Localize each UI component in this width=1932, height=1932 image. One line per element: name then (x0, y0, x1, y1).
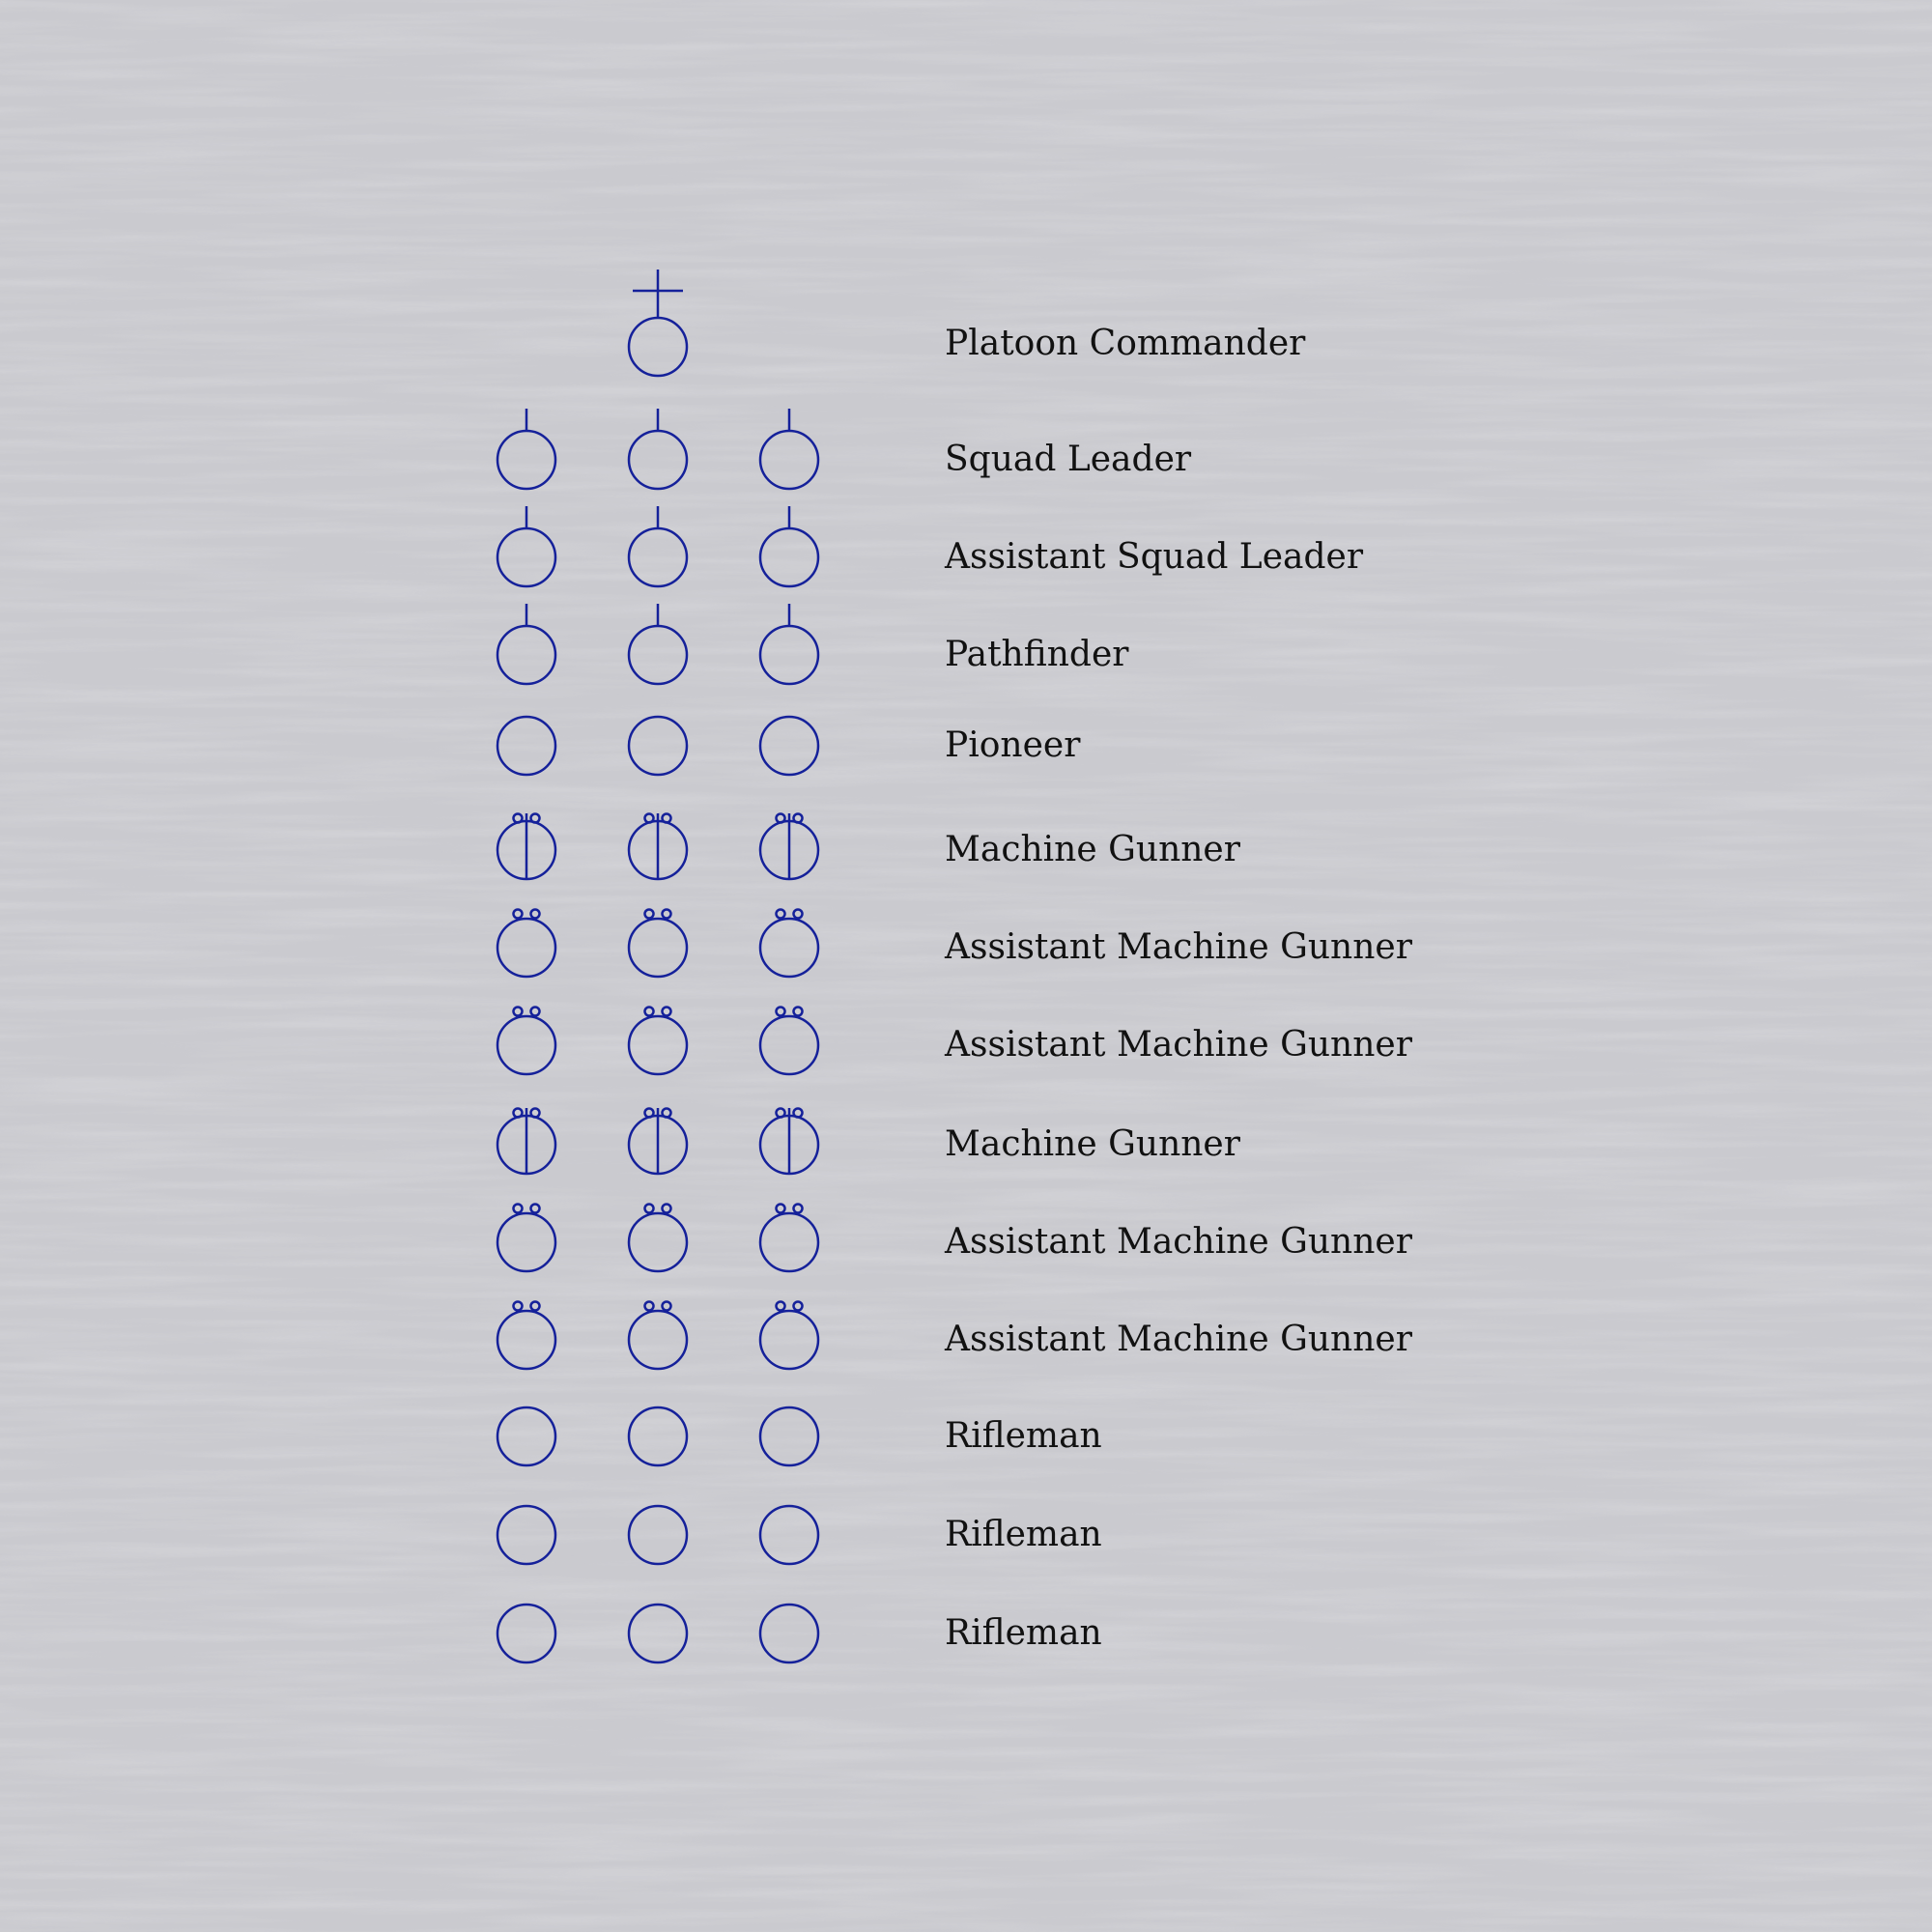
role-label-row-13: Rifleman (945, 1613, 1102, 1653)
role-label-row-12: Rifleman (945, 1515, 1102, 1554)
role-label-row-1: Squad Leader (945, 440, 1192, 479)
role-label-row-6: Assistant Machine Gunner (945, 927, 1412, 967)
role-label-row-3: Pathfinder (945, 635, 1129, 674)
role-label-row-7: Assistant Machine Gunner (945, 1025, 1412, 1065)
role-label-row-10: Assistant Machine Gunner (945, 1320, 1412, 1359)
role-label-row-4: Pioneer (945, 725, 1081, 765)
role-label-row-5: Machine Gunner (945, 830, 1240, 869)
role-label-row-9: Assistant Machine Gunner (945, 1222, 1412, 1262)
role-label-row-11: Rifleman (945, 1416, 1102, 1456)
role-label-row-8: Machine Gunner (945, 1124, 1240, 1164)
commander-label: Platoon Commander (945, 324, 1306, 363)
role-label-row-2: Assistant Squad Leader (945, 537, 1364, 577)
